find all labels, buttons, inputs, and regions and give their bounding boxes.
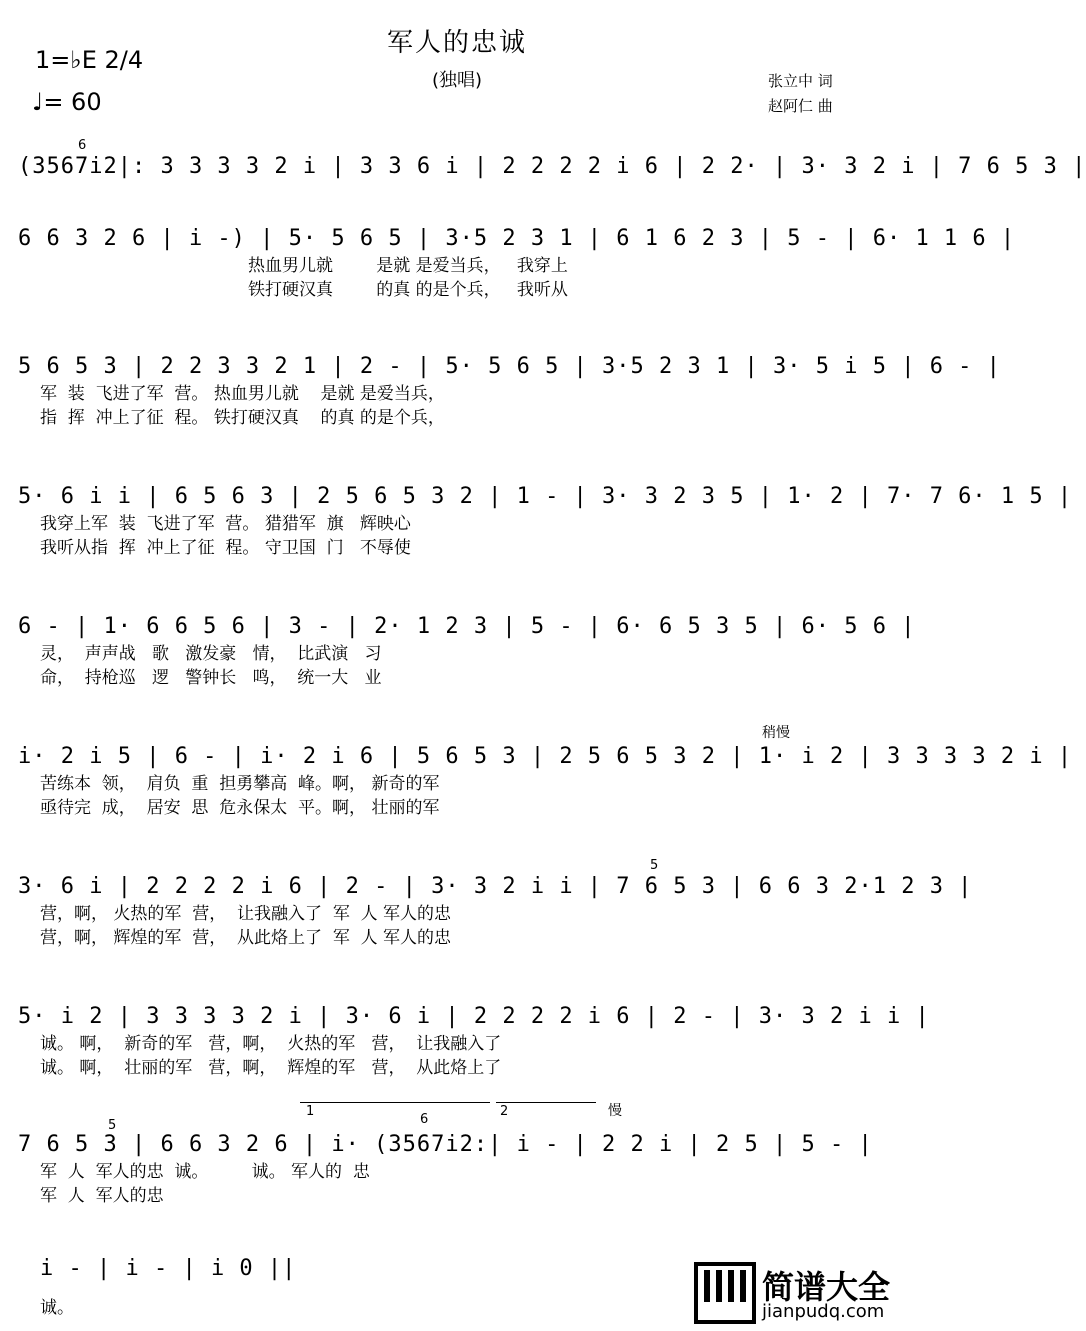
- notes-line: 6 - | 1· 6 6 5 6 | 3 - | 2· 1 2 3 | 5 - | 6· 6 5 3 5 | 6· 5 6 |: [18, 614, 916, 639]
- score-system-9: [18, 1130, 898, 1208]
- notes-line: i· 2 i 5 | 6 - | i· 2 i 6 | 5 6 5 3 | 2 5 6 5 3 2 | 1· i 2 | 3 3 3 3 2 i |: [18, 744, 1073, 769]
- score-system-7: [18, 872, 973, 950]
- notes-line: 6 6 3 2 6 | i -) | 5· 5 6 5 | 3·5 2 3 1 | 6 1 6 2 3 | 5 - | 6· 1 1 6 |: [18, 226, 1016, 251]
- score-system-5: [18, 612, 916, 690]
- lyric-verse-1: 诚。 啊， 新奇的军 营，啊， 火热的军 营， 让我融入了: [40, 1034, 502, 1054]
- score-system-6: [18, 742, 1073, 820]
- grace-note-mark: 5: [108, 1118, 117, 1133]
- lyric-verse-2: 铁打硬汉真 的真 的是个兵， 我听从: [248, 280, 568, 300]
- piano-logo-icon: [694, 1262, 756, 1324]
- volta-bracket-2: [496, 1102, 596, 1103]
- lyric-verse-2: 军 人 军人的忠: [40, 1186, 164, 1206]
- volta-2-label: 2: [500, 1104, 509, 1119]
- watermark-url: jianpudq.com: [762, 1301, 885, 1322]
- volta-1-label: 1: [306, 1104, 315, 1119]
- lyric-verse-2: 我听从指 挥 冲上了征 程。 守卫国 门 不辱使: [40, 538, 411, 558]
- key-signature: 1=♭E 2/4: [35, 46, 144, 74]
- score-system-3: [18, 352, 1001, 430]
- tuplet-mark: 6: [420, 1112, 429, 1127]
- score-system-1: [18, 152, 1086, 182]
- lyric-verse-2: 营，啊， 辉煌的军 营， 从此烙上了 军 人 军人的忠: [40, 928, 452, 948]
- lyric-verse-1: 我穿上军 装 飞进了军 营。 猎猎军 旗 辉映心: [40, 514, 411, 534]
- lyric-verse-1: 诚。: [40, 1298, 74, 1318]
- lyric-verse-1: 营，啊， 火热的军 营， 让我融入了 军 人 军人的忠: [40, 904, 452, 924]
- lyric-verse-2: 亟待完 成， 居安 思 危永保太 平。啊， 壮丽的军: [40, 798, 440, 818]
- subtitle: (独唱): [431, 70, 483, 91]
- lyric-verse-2: 指 挥 冲上了征 程。 铁打硬汉真 的真 的是个兵，: [40, 408, 445, 428]
- lyric-verse-2: 诚。 啊， 壮丽的军 营，啊， 辉煌的军 营， 从此烙上了: [40, 1058, 502, 1078]
- notes-line: (3567i2|: 3 3 3 3 2 i | 3 3 6 i | 2 2 2 2 i 6 | 2 2· | 3· 3 2 i | 7 6 5 3 |: [18, 154, 1086, 179]
- volta-bracket-1: [300, 1102, 490, 1103]
- notes-line: i - | i - | i 0 ||: [40, 1256, 297, 1281]
- lyricist-credit: 张立中 词: [768, 72, 833, 90]
- lyric-verse-1: 热血男儿就 是就 是爱当兵， 我穿上: [248, 256, 568, 276]
- score-system-8: [18, 1002, 930, 1080]
- tuplet-mark: 6: [78, 138, 87, 153]
- tempo-slow-mark: 慢: [608, 1103, 622, 1119]
- tempo-slower-mark: 稍慢: [762, 725, 790, 741]
- notes-line: 3· 6 i | 2 2 2 2 i 6 | 2 - | 3· 3 2 i i | 7 6 5 3 | 6 6 3 2·1 2 3 |: [18, 874, 973, 899]
- tempo-marking: ♩= 60: [32, 88, 102, 116]
- lyric-verse-1: 军 人 军人的忠 诚。 诚。 军人的 忠: [40, 1162, 370, 1182]
- lyric-verse-2: 命， 持枪巡 逻 警钟长 鸣， 统一大 业: [40, 668, 382, 688]
- notes-line: 5 6 5 3 | 2 2 3 3 2 1 | 2 - | 5· 5 6 5 | 3·5 2 3 1 | 3· 5 i 5 | 6 - |: [18, 354, 1001, 379]
- score-system-2: [18, 224, 1016, 302]
- page-title: 军人的忠诚: [386, 28, 527, 58]
- lyric-verse-1: 军 装 飞进了军 营。 热血男儿就 是就 是爱当兵，: [40, 384, 445, 404]
- notes-line: 5· 6 i i | 6 5 6 3 | 2 5 6 5 3 2 | 1 - | 3· 3 2 3 5 | 1· 2 | 7· 7 6· 1 5 |: [18, 484, 1073, 509]
- score-system-4: [18, 482, 1073, 560]
- notes-line: 7 6 5 3 | 6 6 3 2 6 | i· (3567i2:| i - | 2 2 i | 2 5 | 5 - |: [18, 1132, 873, 1157]
- grace-note-mark: 5: [650, 858, 659, 873]
- notes-line: 5· i 2 | 3 3 3 3 2 i | 3· 6 i | 2 2 2 2 i 6 | 2 - | 3· 3 2 i i |: [18, 1004, 930, 1029]
- lyric-verse-1: 苦练本 领， 肩负 重 担勇攀高 峰。啊， 新奇的军: [40, 774, 440, 794]
- watermark-brand: 简谱大全: [762, 1268, 891, 1306]
- lyric-verse-1: 灵， 声声战 歌 激发豪 情， 比武演 习: [40, 644, 382, 664]
- composer-credit: 赵阿仁 曲: [768, 97, 833, 115]
